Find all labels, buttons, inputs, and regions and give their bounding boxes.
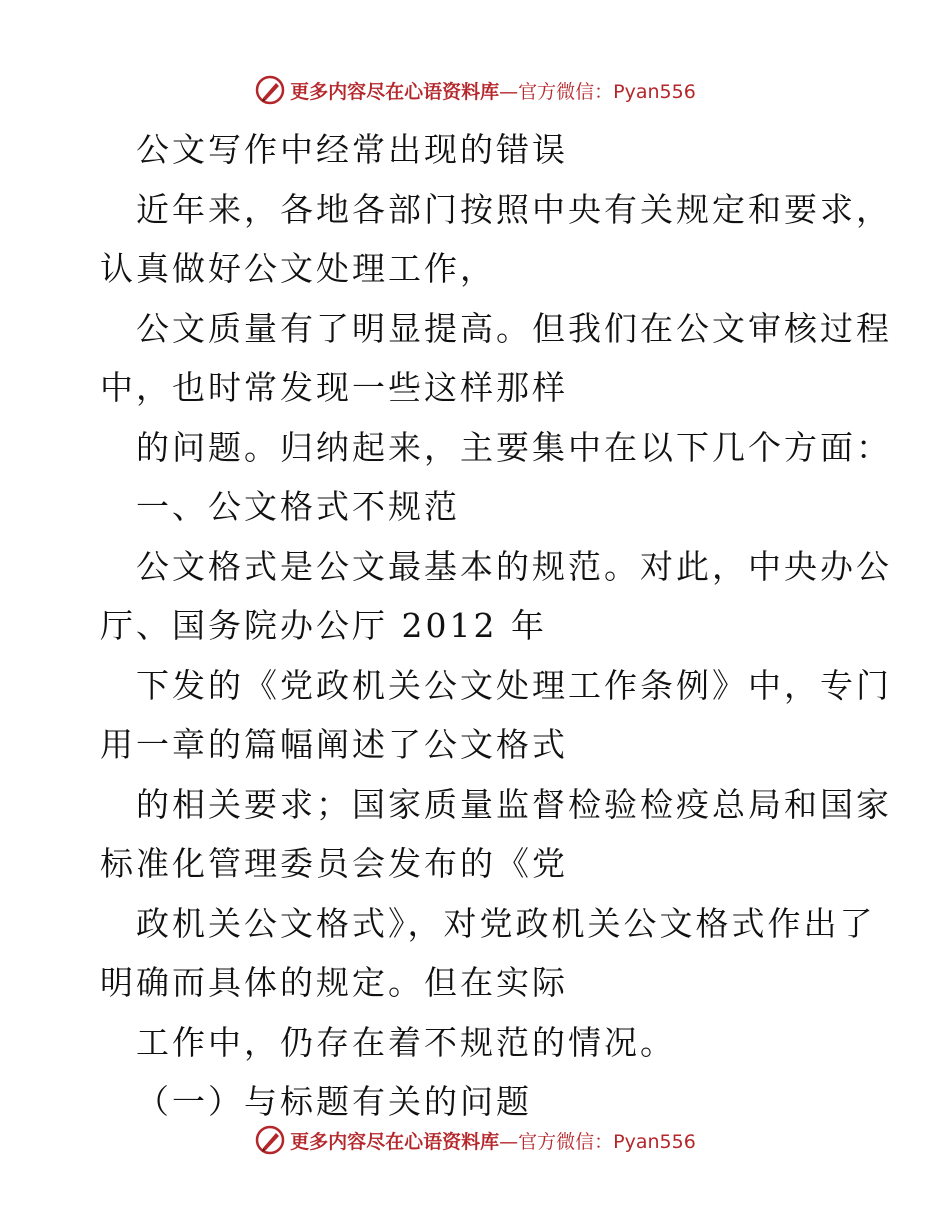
text-line: 中，也时常发现一些这样那样: [100, 368, 568, 407]
text-line: 用一章的篇幅阐述了公文格式: [100, 725, 568, 764]
header-banner-text: [290, 77, 696, 104]
pen-logo-icon: [254, 74, 286, 106]
footer-banner-text: [290, 1127, 696, 1154]
text-line: 厅、国务院办公厅 2012 年: [100, 606, 547, 645]
document-body: [100, 120, 892, 1132]
header-banner: [0, 70, 950, 110]
banner-promo: 更多内容尽在心语资料库: [290, 1130, 500, 1153]
banner-dash: —: [499, 80, 519, 103]
subsection-heading: （一）与标题有关的问题: [136, 1082, 532, 1121]
banner-wechat: 官方微信：Pyan556: [518, 80, 696, 103]
banner-wechat: 官方微信：Pyan556: [518, 1130, 696, 1153]
text-line: 政机关公文格式》，对党政机关公文格式作出了: [136, 903, 876, 943]
footer-banner: [0, 1120, 950, 1160]
document-title: 公文写作中经常出现的错误: [136, 130, 568, 169]
banner-promo: 更多内容尽在心语资料库: [290, 80, 500, 103]
text-line: 公文格式是公文最基本的规范。对此，中央办公: [136, 546, 892, 586]
text-line: 工作中，仍存在着不规范的情况。: [136, 1022, 676, 1062]
text-line: 下发的《党政机关公文处理工作条例》中，专门: [136, 665, 892, 705]
text-line: 明确而具体的规定。但在实际: [100, 963, 568, 1002]
text-line: 公文质量有了明显提高。但我们在公文审核过程: [136, 308, 892, 348]
text-line: 认真做好公文处理工作，: [100, 249, 496, 288]
text-line: 的问题。归纳起来，主要集中在以下几个方面：: [136, 427, 892, 467]
pen-logo-icon: [254, 1124, 286, 1156]
text-line: 标准化管理委员会发布的《党: [100, 844, 568, 883]
text-line: 近年来，各地各部门按照中央有关规定和要求，: [136, 189, 892, 229]
section-heading: 一、公文格式不规范: [136, 487, 460, 526]
banner-dash: —: [499, 1130, 519, 1153]
text-line: 的相关要求；国家质量监督检验检疫总局和国家: [136, 784, 892, 824]
